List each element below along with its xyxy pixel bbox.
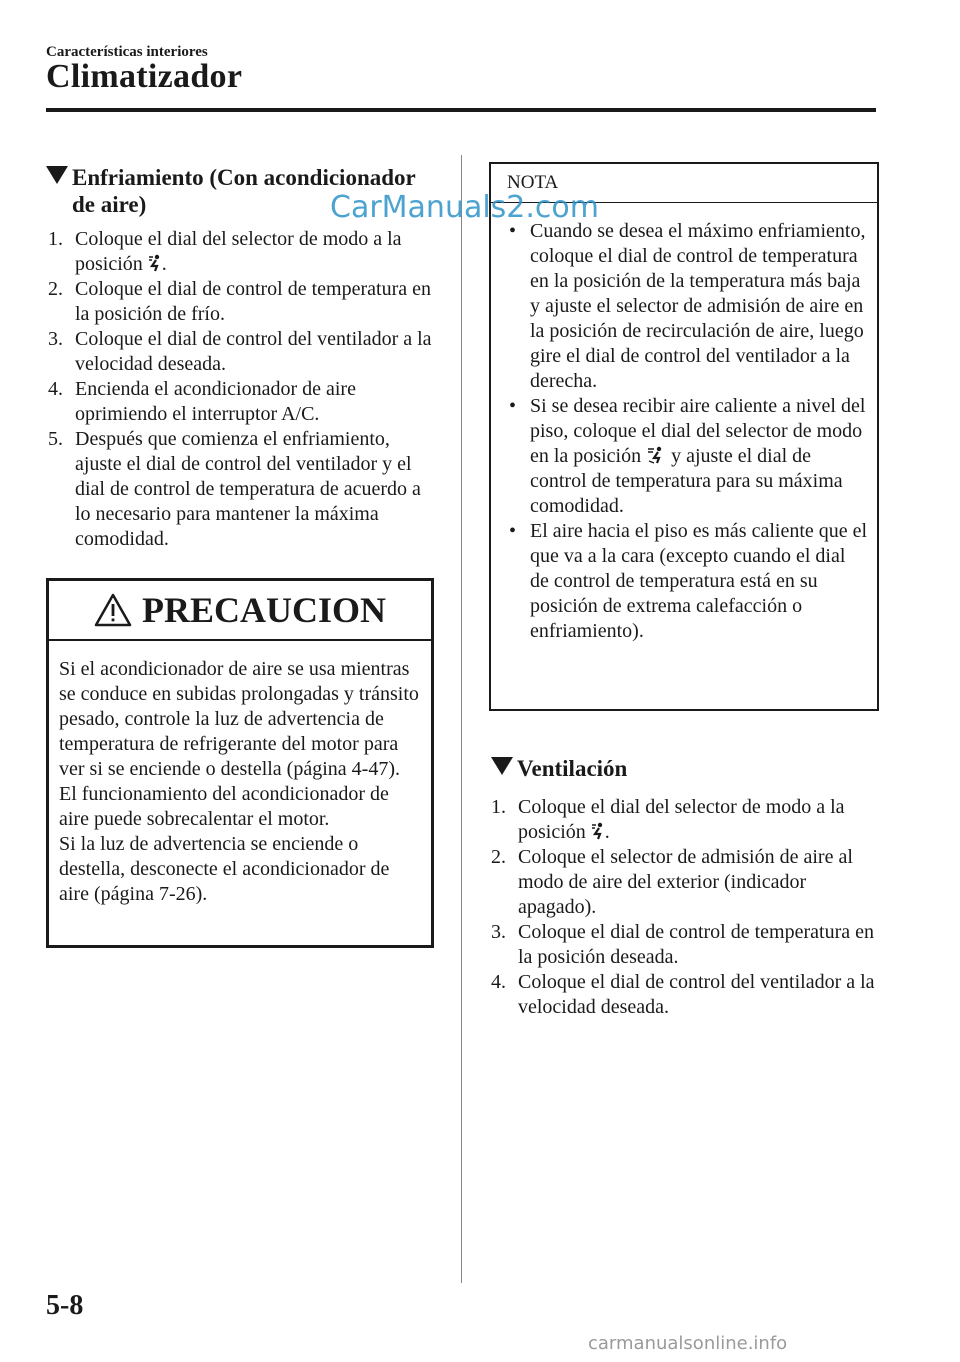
step-number: 1.: [48, 228, 63, 250]
step-text: Coloque el dial de control de temperatura en la posición de frío.: [75, 278, 431, 325]
note-text-end: y ajuste el dial de control de temperatura para su máxima comodidad.: [530, 445, 843, 517]
bi-level-mode-icon: [646, 446, 666, 464]
list-item: [491, 795, 876, 845]
face-vent-mode-icon: [591, 822, 605, 840]
step-text-end: .: [604, 821, 610, 843]
step-text: Encienda el acondicionador de aire oprimiendo el interruptor A/C.: [75, 378, 356, 425]
ventilation-steps: [491, 795, 876, 1020]
step-number: 3.: [491, 921, 506, 943]
ventilation-heading: [491, 755, 871, 782]
note-text: El aire hacia el piso es más caliente que el que va a la cara (excepto cuando el dial de control de temperatura está en su posición de extrema calefacción o enfriamiento).: [530, 520, 868, 642]
list-item: [503, 219, 869, 394]
step-text: Coloque el dial de control del ventilador a la velocidad deseada.: [518, 971, 875, 1018]
caution-header: [49, 581, 431, 641]
bullet: •: [509, 220, 517, 242]
section-triangle-icon: [491, 757, 513, 775]
list-item: [48, 427, 433, 552]
bullet: •: [509, 395, 517, 417]
step-text: Coloque el dial de control del ventilador a la velocidad deseada.: [75, 328, 432, 375]
face-vent-mode-icon: [148, 254, 162, 272]
step-text-end: .: [161, 253, 167, 275]
step-number: 2.: [491, 846, 506, 868]
step-number: 4.: [48, 378, 63, 400]
header-rule: [46, 108, 876, 112]
step-number: 4.: [491, 971, 506, 993]
section-triangle-icon: [46, 166, 68, 184]
cooling-steps: [48, 227, 433, 552]
warning-triangle-icon: [94, 593, 132, 627]
step-text: Después que comienza el enfriamiento, ajuste el dial de control del ventilador y el dial de control de temperatura de acuerdo a lo necesario para mantener la máxima comodidad.: [75, 428, 421, 550]
column-divider: [461, 155, 462, 1283]
step-number: 2.: [48, 278, 63, 300]
list-item: [48, 227, 433, 277]
list-item: [48, 377, 433, 427]
footer-watermark: carmanualsonline.info: [588, 1333, 788, 1354]
list-item: [503, 519, 869, 644]
note-box: [489, 162, 879, 711]
list-item: [491, 845, 876, 920]
step-number: 5.: [48, 428, 63, 450]
caution-paragraph: Si el acondicionador de aire se usa mientras se conduce en subidas prolongadas y tránsito pesado, controle la luz de advertencia de temperatura de refrigerante del motor para ver si se enciende o destella (página 4-47).: [59, 658, 419, 780]
note-list: [491, 203, 877, 644]
caution-box: [46, 578, 434, 948]
list-item: [48, 277, 433, 327]
cooling-heading-line2: de aire): [72, 192, 147, 217]
cooling-heading-line1: Enfriamiento (Con acondicionador: [72, 165, 416, 190]
section-subtitle: Características interiores: [46, 44, 208, 60]
note-text: Cuando se desea el máximo enfriamiento, coloque el dial de control de temperatura en la posición de la temperatura más baja y ajuste el selector de admisión de aire en la posición de recirculación de aire, luego gire el dial de control del ventilador a la derecha.: [530, 220, 866, 392]
caution-title: PRECAUCION: [141, 590, 386, 630]
list-item: [503, 394, 869, 519]
ventilation-heading-text: Ventilación: [517, 756, 628, 781]
caution-paragraph: Si la luz de advertencia se enciende o destella, desconecte el acondicionador de aire (página 7-26).: [59, 833, 390, 905]
step-text: Coloque el selector de admisión de aire al modo de aire del exterior (indicador apagado).: [518, 846, 853, 918]
step-text: Coloque el dial de control de temperatura en la posición deseada.: [518, 921, 874, 968]
step-text: Coloque el dial del selector de modo a la posición: [75, 228, 402, 275]
caution-body: [49, 641, 431, 907]
step-number: 1.: [491, 796, 506, 818]
step-number: 3.: [48, 328, 63, 350]
list-item: [491, 920, 876, 970]
watermark-text: CarManuals2.com: [330, 190, 600, 225]
list-item: [48, 327, 433, 377]
note-text: Si se desea recibir aire caliente a nivel del piso, coloque el dial del selector de modo en la posición: [530, 395, 866, 467]
bullet: •: [509, 520, 517, 542]
caution-paragraph: El funcionamiento del acondicionador de aire puede sobrecalentar el motor.: [59, 783, 389, 830]
page-title: Climatizador: [46, 58, 243, 95]
note-title: NOTA: [491, 164, 877, 203]
step-text: Coloque el dial del selector de modo a la posición: [518, 796, 845, 843]
page-number: 5-8: [46, 1290, 84, 1321]
list-item: [491, 970, 876, 1020]
